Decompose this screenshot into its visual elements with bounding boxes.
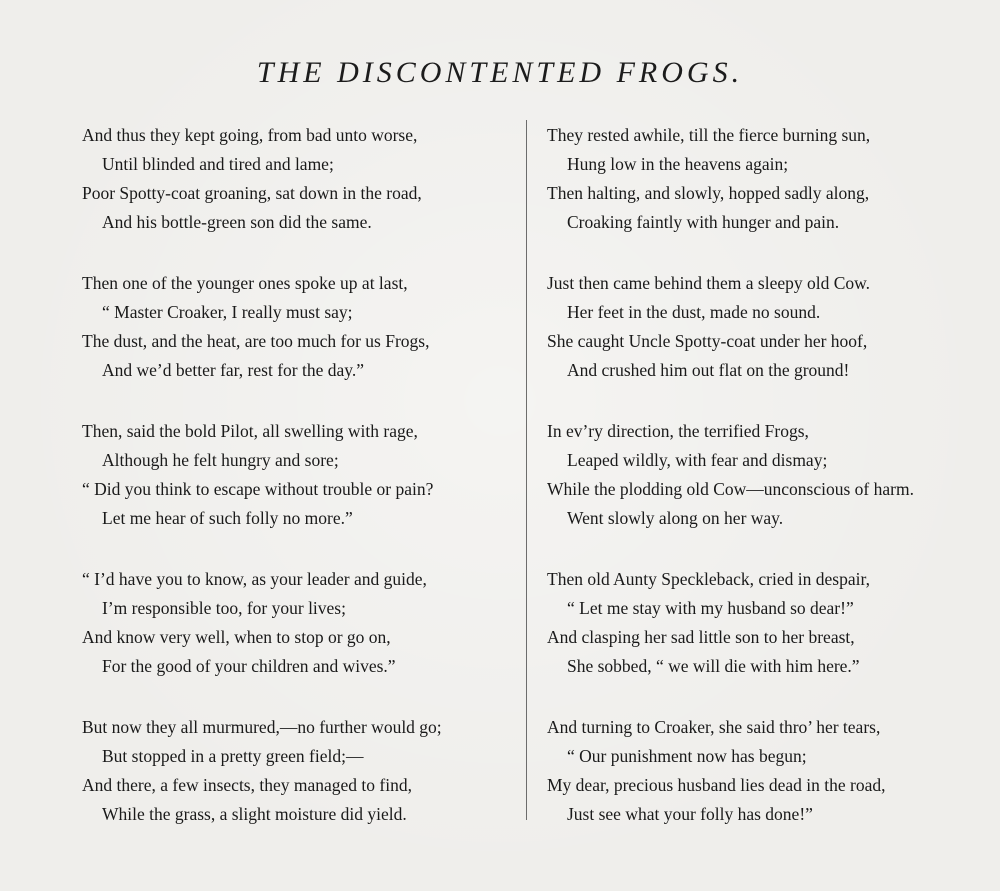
verse-line: Just see what your folly has done!” xyxy=(567,804,813,824)
verse-line: Then, said the bold Pilot, all swelling with rage, xyxy=(82,421,418,441)
verse-line: Just then came behind them a sleepy old Cow. xyxy=(547,273,871,293)
verse-line: The dust, and the heat, are too much for us Frogs, xyxy=(82,331,430,351)
stanza xyxy=(547,121,977,269)
verse-line: “ Master Croaker, I really must say; xyxy=(102,302,353,322)
poem-column-left xyxy=(82,121,532,861)
verse-line: Although he felt hungry and sore; xyxy=(102,450,339,470)
verse-line: Then old Aunty Speckleback, cried in despair, xyxy=(547,569,870,589)
verse-line: Until blinded and tired and lame; xyxy=(102,154,334,174)
verse-line: She caught Uncle Spotty-coat under her hoof, xyxy=(547,331,868,351)
verse-line: While the grass, a slight moisture did yield. xyxy=(102,804,407,824)
verse-line: She sobbed, “ we will die with him here.” xyxy=(567,656,860,676)
verse-line: I’m responsible too, for your lives; xyxy=(102,598,346,618)
verse-line: And we’d better far, rest for the day.” xyxy=(102,360,365,380)
verse-line: And there, a few insects, they managed to find, xyxy=(82,775,412,795)
verse-line: And turning to Croaker, she said thro’ her tears, xyxy=(547,717,881,737)
stanza xyxy=(82,417,532,565)
verse-line: Poor Spotty-coat groaning, sat down in the road, xyxy=(82,183,422,203)
poem-column-right xyxy=(547,121,977,861)
verse-line: For the good of your children and wives.” xyxy=(102,656,396,676)
verse-line: And know very well, when to stop or go on, xyxy=(82,627,391,647)
verse-line: Leaped wildly, with fear and dismay; xyxy=(567,450,828,470)
verse-line: While the plodding old Cow—unconscious of harm. xyxy=(547,479,914,499)
verse-line: “ Let me stay with my husband so dear!” xyxy=(567,598,854,618)
verse-line: Then one of the younger ones spoke up at last, xyxy=(82,273,408,293)
verse-line: Let me hear of such folly no more.” xyxy=(102,508,353,528)
stanza xyxy=(82,565,532,713)
stanza xyxy=(547,713,977,861)
verse-line: “ I’d have you to know, as your leader and guide, xyxy=(82,569,427,589)
verse-line: But stopped in a pretty green field;— xyxy=(102,746,364,766)
stanza xyxy=(547,417,977,565)
page-title: THE DISCONTENTED FROGS. xyxy=(256,56,744,89)
stanza xyxy=(547,565,977,713)
verse-line: Hung low in the heavens again; xyxy=(567,154,789,174)
stanza xyxy=(82,121,532,269)
verse-line: Went slowly along on her way. xyxy=(567,508,784,528)
stanza xyxy=(82,713,532,861)
verse-line: Then halting, and slowly, hopped sadly along, xyxy=(547,183,870,203)
stanza xyxy=(82,269,532,417)
verse-line: And thus they kept going, from bad unto worse, xyxy=(82,125,418,145)
verse-line: My dear, precious husband lies dead in the road, xyxy=(547,775,886,795)
verse-line: And his bottle-green son did the same. xyxy=(102,212,372,232)
verse-line: In ev’ry direction, the terrified Frogs, xyxy=(547,421,809,441)
verse-line: “ Our punishment now has begun; xyxy=(567,746,807,766)
verse-line: “ Did you think to escape without trouble or pain? xyxy=(82,479,434,499)
verse-line: But now they all murmured,—no further would go; xyxy=(82,717,442,737)
verse-line: Her feet in the dust, made no sound. xyxy=(567,302,821,322)
verse-line: They rested awhile, till the fierce burning sun, xyxy=(547,125,871,145)
verse-line: And clasping her sad little son to her breast, xyxy=(547,627,855,647)
column-divider xyxy=(526,120,527,820)
stanza xyxy=(547,269,977,417)
verse-line: And crushed him out flat on the ground! xyxy=(567,360,850,380)
verse-line: Croaking faintly with hunger and pain. xyxy=(567,212,840,232)
